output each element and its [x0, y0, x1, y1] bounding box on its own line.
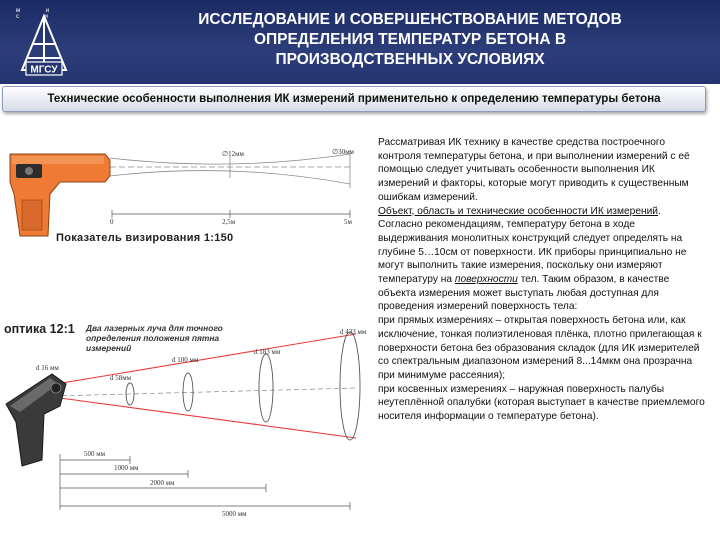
laser-note: Два лазерных луча для точного определения положения пятна измерений [86, 323, 223, 353]
spot-diameter-2: ∅30мм [332, 148, 354, 156]
page-title [110, 10, 710, 70]
ir-thermometer-icon [6, 374, 66, 466]
optics-label: оптика 12:1 [4, 322, 75, 336]
spot-diameter-1: ∅12мм [222, 150, 244, 158]
logo-letters: м и с и [16, 8, 62, 20]
spot-d-183: d 183 мм [254, 348, 281, 356]
mgsu-logo [6, 4, 82, 82]
emphasis-surface: поверхности [454, 274, 518, 286]
spot-d-433: d 433 мм [340, 328, 367, 336]
distance-2: 5м [344, 218, 352, 226]
paragraph-direct: при прямых измерениях – открытая поверхность бетона или, как исключение, тонкая полиэтиленовая плёнка, плотно прилегающая к поверхности бетона без образования складок (для ИК измерителей со спектральным диапазоном измерений 8...14мкм она прозрачна при минимуме рассеяния); [378, 315, 702, 381]
body-text [378, 136, 708, 424]
title-line-1: ИССЛЕДОВАНИЕ И СОВЕРШЕНСТВОВАНИЕ МЕТОДОВ [198, 11, 622, 28]
pyrometer-figure [0, 140, 372, 255]
spot-d-100: d 100 мм [172, 356, 199, 364]
pyrometer-icon [10, 154, 110, 236]
slide-header [0, 0, 720, 84]
paragraph-indirect: при косвенных измерениях – наружная поверхность палубы неутеплённой опалубки (которая выступает в качестве приемлемого носителя информации о температуре бетона). [378, 383, 705, 423]
paragraph-recommendations: Согласно рекомендациям, температуру бетона в ходе выдерживания монолитных конструкций следует определять на глубине 5…10см от поверхности. ИК приборы принципиально не могут выполнить такие измерения, поскольку они измеряют температуру на поверхности тел. Таким образом, в качестве объекта измерения может выступать любая доступная для проведения измерений поверхность тела: [378, 219, 687, 313]
title-line-3: ПРОИЗВОДСТВЕННЫХ УСЛОВИЯХ [275, 51, 545, 68]
section-link: Объект, область и технические особенности ИК измерений [378, 205, 658, 217]
logo-text: МГСУ [30, 64, 58, 76]
paragraph-heading: Объект, область и технические особенности ИК измерений. [378, 205, 661, 217]
distance-0: 0 [110, 218, 114, 226]
distance-1000: 1000 мм [114, 464, 139, 472]
sighting-ratio-caption: Показатель визирования 1:150 [56, 232, 234, 244]
title-line-2: ОПРЕДЕЛЕНИЯ ТЕМПЕРАТУР БЕТОНА В [253, 31, 567, 48]
paragraph-intro: Рассматривая ИК технику в качестве средства построечного контроля температуры бетона, и при выполнении измерений с её помощью следует учитывать особенности выполнения ИК измерений и факторы, которые могут приводить к существенным ошибкам измерений. [378, 137, 690, 203]
spot-d-16: d 16 мм [36, 364, 59, 372]
spot-d-58: d 58мм [110, 374, 132, 382]
distance-1: 2,5м [222, 218, 236, 226]
distance-500: 500 мм [84, 450, 106, 458]
optics-figure [0, 310, 372, 538]
distance-5000: 5000 мм [222, 510, 247, 518]
subtitle-bar: Технические особенности выполнения ИК измерений применительно к определению температуры бетона [2, 86, 706, 112]
distance-2000: 2000 мм [150, 479, 175, 487]
